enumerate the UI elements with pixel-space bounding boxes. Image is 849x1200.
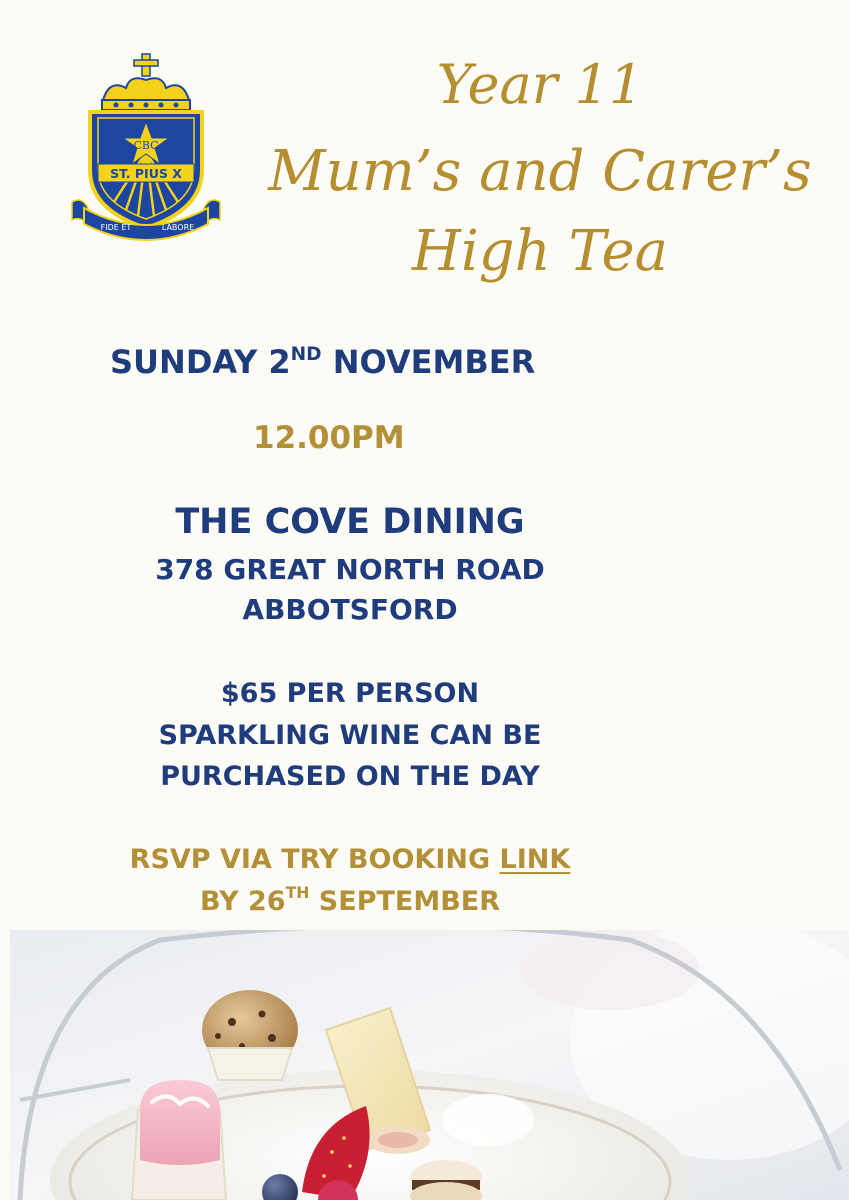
high-tea-illustration [10, 930, 849, 1200]
venue-suburb: ABBOTSFORD [242, 593, 458, 626]
try-booking-link[interactable]: LINK [499, 844, 571, 875]
wine-note-line-1: SPARKLING WINE CAN BE [158, 720, 542, 751]
event-time: 12.00PM [253, 420, 405, 456]
crest-crown [102, 78, 190, 110]
rsvp-prefix: RSVP VIA TRY BOOKING [129, 844, 500, 875]
rsvp-deadline-prefix: BY 26 [199, 886, 286, 917]
rsvp-deadline-month: SEPTEMBER [309, 886, 501, 917]
event-title-line-1: Year 11 [436, 53, 644, 116]
rsvp-deadline [0, 883, 700, 917]
rsvp-deadline-ordinal: TH [285, 883, 310, 903]
event-date-ordinal: ND [290, 343, 322, 365]
crest-initials: CBC [133, 139, 159, 152]
venue-address: 378 GREAT NORTH ROAD [155, 553, 545, 586]
event-date-prefix: SUNDAY 2 [110, 343, 291, 381]
venue-name: THE COVE DINING [175, 502, 525, 542]
event-date [110, 343, 536, 381]
high-tea-photo [10, 930, 849, 1200]
crest-motto-right: LABORE [161, 223, 195, 232]
event-title-line-2: Mum’s and Carer’s [268, 139, 812, 204]
event-title-line-3: High Tea [412, 219, 668, 284]
rsvp-line [0, 846, 700, 873]
crest-motto-left: FIDE ET [100, 223, 132, 232]
crest-school-name: ST. PIUS X [110, 166, 182, 181]
crest-cross [134, 54, 158, 76]
school-crest-logo [68, 52, 224, 244]
wine-note-line-2: PURCHASED ON THE DAY [160, 761, 540, 792]
event-date-month: NOVEMBER [321, 343, 536, 381]
crest-shield [90, 112, 202, 228]
ticket-price: $65 PER PERSON [220, 678, 480, 709]
